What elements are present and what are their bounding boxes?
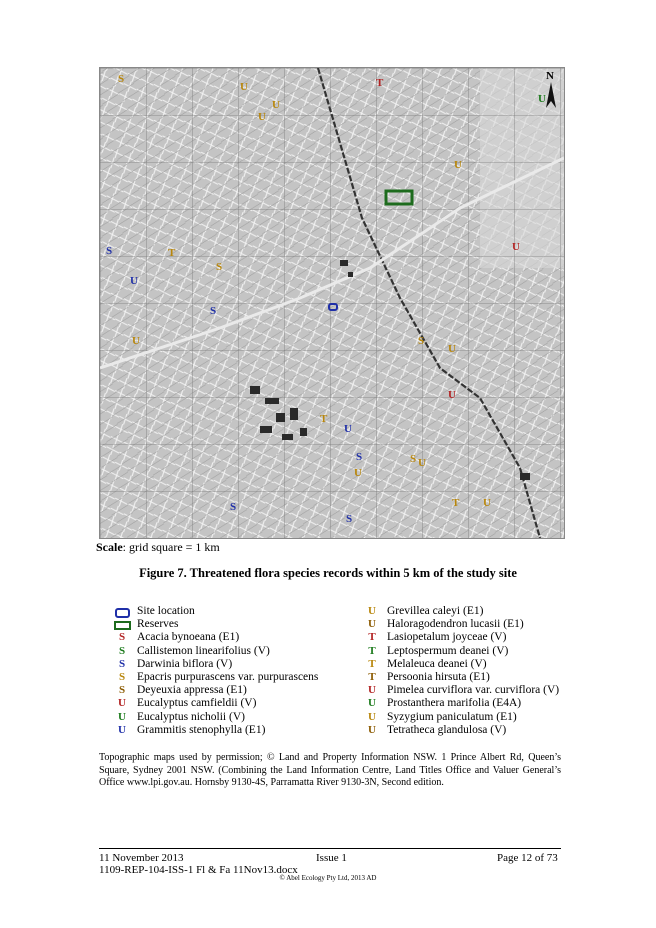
- species-record-marker: S: [410, 453, 417, 465]
- species-record-marker: U: [454, 159, 462, 171]
- legend-item: [363, 724, 603, 737]
- species-record-marker: U: [344, 423, 352, 435]
- legend-label: Site location: [137, 605, 195, 617]
- species-symbol-icon: S: [118, 644, 126, 657]
- legend-label: Epacris purpurascens var. purpurascens: [137, 670, 319, 683]
- species-record-marker: T: [320, 413, 328, 425]
- footer-page-number: Page 12 of 73: [497, 852, 558, 864]
- legend-item: [363, 631, 603, 644]
- species-record-marker: S: [210, 305, 217, 317]
- species-symbol-icon: T: [368, 644, 376, 657]
- species-symbol-icon: T: [368, 670, 376, 683]
- species-symbol-icon: U: [368, 710, 376, 723]
- species-symbol-icon: T: [368, 657, 376, 670]
- legend-item: [113, 724, 353, 737]
- legend-item: [363, 711, 603, 724]
- species-record-marker: U: [512, 241, 520, 253]
- scale-text: : grid square = 1 km: [122, 540, 220, 554]
- species-record-marker: U: [240, 81, 248, 93]
- legend-item: [113, 711, 353, 724]
- legend-label: Reserves: [137, 618, 179, 631]
- legend-label: Melaleuca deanei (V): [387, 657, 487, 670]
- legend-label: Grevillea caleyi (E1): [387, 605, 484, 617]
- legend-label: Eucalyptus nicholii (V): [137, 710, 245, 723]
- species-record-marker: U: [483, 497, 491, 509]
- legend-item: [113, 631, 353, 644]
- species-symbol-icon: S: [118, 684, 126, 697]
- species-symbol-icon: U: [368, 605, 376, 617]
- legend-item: [363, 645, 603, 658]
- legend-label: Lasiopetalum joyceae (V): [387, 631, 507, 644]
- scale-label: Scale: [96, 540, 123, 554]
- species-symbol-icon: U: [368, 723, 376, 736]
- species-record-marker: S: [216, 261, 223, 273]
- species-record-marker: S: [346, 513, 353, 525]
- legend-label: Syzygium paniculatum (E1): [387, 710, 517, 723]
- legend-label: Leptospermum deanei (V): [387, 644, 509, 657]
- legend-item: [113, 618, 353, 631]
- legend-left: [113, 605, 353, 737]
- legend-label: Deyeuxia appressa (E1): [137, 684, 247, 697]
- map-source-notes: Topographic maps used by permission; © Land and Property Information NSW. 1 Prince Albert Rd, Queen’s Square, Sydney 2001 NSW. (Combining the Land Information Centre, Land Titles Office and Valuer General’s Office www.lpi.gov.au. Hornsby 9130-4S, Parramatta River 9130-3N, Second edition.: [99, 752, 561, 788]
- legend-item: [363, 697, 603, 710]
- species-record-marker: U: [538, 93, 546, 105]
- legend-item: [363, 671, 603, 684]
- species-record-marker: U: [354, 467, 362, 479]
- legend-label: Persoonia hirsuta (E1): [387, 670, 490, 683]
- legend-label: Haloragodendron lucasii (E1): [387, 618, 524, 631]
- legend-item: [363, 684, 603, 697]
- legend-label: Acacia bynoeana (E1): [137, 631, 240, 644]
- figure-caption: Figure 7. Threatened flora species records within 5 km of the study site: [139, 566, 517, 580]
- legend-item: [363, 658, 603, 671]
- species-symbol-icon: T: [368, 631, 376, 644]
- legend-label: Darwinia biflora (V): [137, 657, 233, 670]
- species-symbol-icon: U: [368, 684, 376, 697]
- legend-label: Eucalyptus camfieldii (V): [137, 697, 257, 710]
- legend-label: Prostanthera marifolia (E4A): [387, 697, 522, 710]
- species-record-marker: S: [118, 73, 125, 85]
- legend-item: [363, 605, 603, 618]
- species-symbol-icon: U: [118, 723, 126, 736]
- species-symbol-icon: U: [368, 697, 376, 710]
- species-record-marker: T: [452, 497, 460, 509]
- legend-label: Callistemon linearifolius (V): [137, 644, 270, 657]
- footer-document-reference: 1109-REP-104-ISS-1 Fl & Fa 11Nov13.docx: [99, 864, 298, 876]
- species-symbol-icon: S: [118, 631, 126, 644]
- species-record-marker: S: [230, 501, 237, 513]
- species-record-marker: T: [168, 247, 176, 259]
- legend-item: [113, 671, 353, 684]
- species-record-marker: U: [448, 343, 456, 355]
- species-record-marker: U: [418, 457, 426, 469]
- legend-item: [363, 618, 603, 631]
- map-scale: [96, 540, 220, 555]
- legend-item: [113, 645, 353, 658]
- legend-item: [113, 697, 353, 710]
- legend-label: Tetratheca glandulosa (V): [387, 723, 507, 736]
- species-record-marker: U: [448, 389, 456, 401]
- species-record-marker: U: [132, 335, 140, 347]
- footer-divider: [99, 848, 561, 849]
- footer-issue: Issue 1: [316, 852, 347, 864]
- species-record-marker: U: [130, 275, 138, 287]
- footer-date: 11 November 2013: [99, 852, 184, 864]
- species-symbol-icon: U: [368, 618, 376, 631]
- species-symbol-icon: U: [118, 697, 126, 710]
- species-record-marker: S: [106, 245, 113, 257]
- legend-right: [363, 605, 603, 737]
- north-label: N: [546, 70, 554, 82]
- species-symbol-icon: U: [118, 710, 126, 723]
- legend-label: Grammitis stenophylla (E1): [137, 723, 266, 736]
- legend-label: Pimelea curviflora var. curviflora (V): [387, 684, 560, 697]
- species-record-marker: T: [376, 77, 384, 89]
- species-record-marker: U: [258, 111, 266, 123]
- species-symbol-icon: S: [118, 657, 126, 670]
- legend-item: [113, 684, 353, 697]
- legend-item: [113, 658, 353, 671]
- species-symbol-icon: S: [118, 670, 126, 683]
- species-record-marker: S: [356, 451, 363, 463]
- topographic-map: [99, 67, 565, 539]
- map-canvas: [100, 68, 564, 538]
- legend-item: [113, 605, 353, 618]
- species-record-marker: S: [418, 335, 425, 347]
- footer-copyright: © Abel Ecology Pty Ltd, 2013 AD: [279, 874, 377, 882]
- species-record-marker: U: [272, 99, 280, 111]
